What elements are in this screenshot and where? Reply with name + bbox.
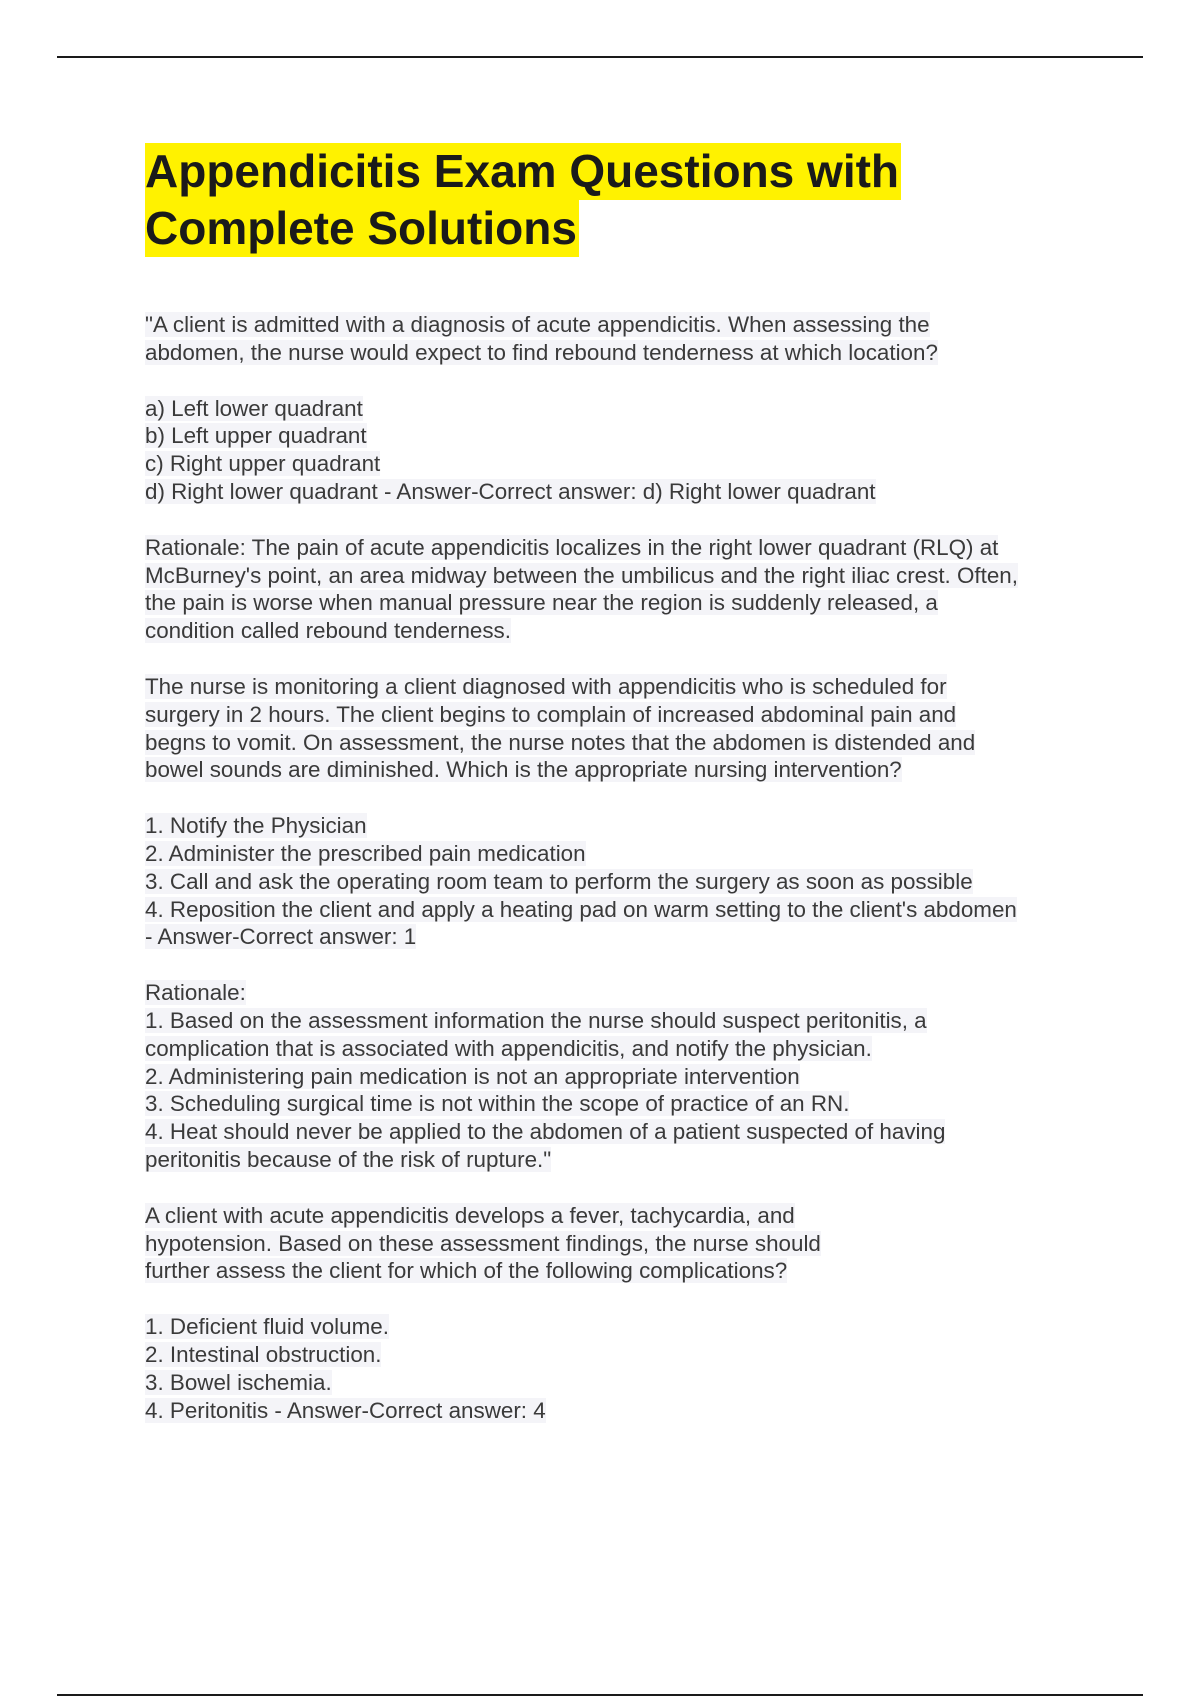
option-line: b) Left upper quadrant [145, 423, 367, 449]
option-line: 3. Bowel ischemia. [145, 1369, 332, 1395]
question-1-options [145, 395, 1105, 506]
option-line: c) Right upper quadrant [145, 451, 381, 477]
top-rule [57, 56, 1143, 58]
question-1-rationale [145, 534, 1105, 645]
text-line: 3. Scheduling surgical time is not within the scope of practice of an RN. [145, 1091, 850, 1117]
text-line: begns to vomit. On assessment, the nurse notes that the abdomen is distended and [145, 729, 976, 755]
text-line: Rationale: The pain of acute appendicitis localizes in the right lower quadrant (RLQ) at [145, 534, 999, 560]
text-line: hypotension. Based on these assessment findings, the nurse should [145, 1230, 821, 1256]
option-line: 2. Administer the prescribed pain medication [145, 840, 586, 866]
question-3-text [145, 1202, 1105, 1285]
title-line-2: Complete Solutions [145, 200, 579, 257]
text-line: 1. Based on the assessment information the nurse should suspect peritonitis, a [145, 1007, 927, 1033]
option-line: 1. Deficient fluid volume. [145, 1314, 389, 1340]
option-line: 2. Intestinal obstruction. [145, 1341, 382, 1367]
text-line: "A client is admitted with a diagnosis of acute appendicitis. When assessing the [145, 312, 930, 337]
text-line: peritonitis because of the risk of rupture." [145, 1146, 552, 1172]
question-2-options [145, 812, 1105, 951]
text-line: bowel sounds are diminished. Which is the appropriate nursing intervention? [145, 757, 902, 783]
text-line: McBurney's point, an area midway between the umbilicus and the right iliac crest. Often, [145, 562, 1018, 588]
text-line: further assess the client for which of the following complications? [145, 1258, 788, 1284]
text-line: complication that is associated with appendicitis, and notify the physician. [145, 1035, 872, 1061]
option-line: 4. Reposition the client and apply a heating pad on warm setting to the client's abdomen [145, 896, 1017, 922]
question-1-text [145, 311, 1105, 367]
option-line: 3. Call and ask the operating room team to perform the surgery as soon as possible [145, 868, 973, 894]
text-line: The nurse is monitoring a client diagnosed with appendicitis who is scheduled for [145, 673, 947, 699]
document-title [145, 143, 1105, 257]
text-line: 4. Heat should never be applied to the abdomen of a patient suspected of having [145, 1119, 946, 1145]
title-line-1: Appendicitis Exam Questions with [145, 143, 901, 200]
text-line: the pain is worse when manual pressure near the region is suddenly released, a [145, 590, 938, 616]
option-line: 4. Peritonitis - Answer-Correct answer: 4 [145, 1397, 546, 1423]
text-line: abdomen, the nurse would expect to find rebound tenderness at which location? [145, 339, 938, 365]
question-3-options [145, 1313, 1105, 1424]
option-line: a) Left lower quadrant [145, 395, 363, 421]
document-body [145, 143, 1105, 1452]
text-line: A client with acute appendicitis develops a fever, tachycardia, and [145, 1202, 795, 1228]
text-line: Rationale: [145, 980, 246, 1006]
option-line: d) Right lower quadrant - Answer-Correct answer: d) Right lower quadrant [145, 478, 876, 504]
question-2-text [145, 673, 1105, 784]
text-line: surgery in 2 hours. The client begins to complain of increased abdominal pain and [145, 701, 957, 727]
option-line: 1. Notify the Physician [145, 813, 367, 839]
bottom-rule [57, 1694, 1143, 1696]
text-line: condition called rebound tenderness. [145, 618, 511, 644]
question-2-rationale [145, 979, 1105, 1174]
text-line: 2. Administering pain medication is not an appropriate intervention [145, 1063, 800, 1089]
option-line: - Answer-Correct answer: 1 [145, 924, 417, 950]
